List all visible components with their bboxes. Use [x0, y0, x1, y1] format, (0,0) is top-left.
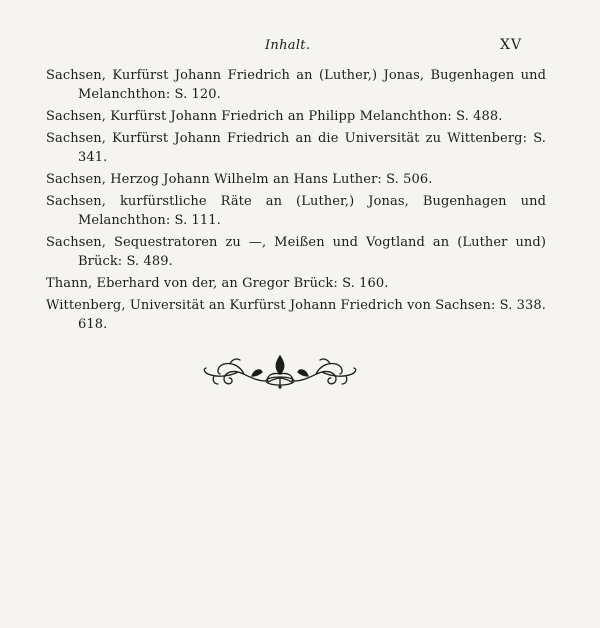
running-head-title: Inhalt.	[265, 38, 311, 53]
index-entry: Wittenberg, Universität an Kurfürst Johann Friedrich von Sachsen: S. 338. 618.	[46, 298, 547, 332]
floral-scroll-ornament-icon	[200, 350, 360, 392]
index-entry: Thann, Eberhard von der, an Gregor Brück: S. 160.	[46, 276, 389, 291]
index-entry: Sachsen, Kurfürst Johann Friedrich an die Universität zu Wittenberg: S. 341.	[46, 131, 546, 165]
index-entries	[46, 66, 546, 337]
running-head	[0, 38, 600, 58]
index-entry: Sachsen, Herzog Johann Wilhelm an Hans Luther: S. 506.	[46, 172, 433, 187]
index-entry: Sachsen, kurfürstliche Räte an (Luther,) Jonas, Bugenhagen und Melanchthon: S. 111.	[46, 194, 546, 228]
index-entry: Sachsen, Kurfürst Johann Friedrich an Philipp Melanchthon: S. 488.	[46, 109, 503, 124]
page-number: XV	[500, 37, 523, 53]
index-entry: Sachsen, Kurfürst Johann Friedrich an (Luther,) Jonas, Bugenhagen und Melanchthon: S. 120.	[46, 68, 546, 102]
index-entry: Sachsen, Sequestratoren zu —, Meißen und Vogtland an (Luther und) Brück: S. 489.	[46, 235, 546, 269]
